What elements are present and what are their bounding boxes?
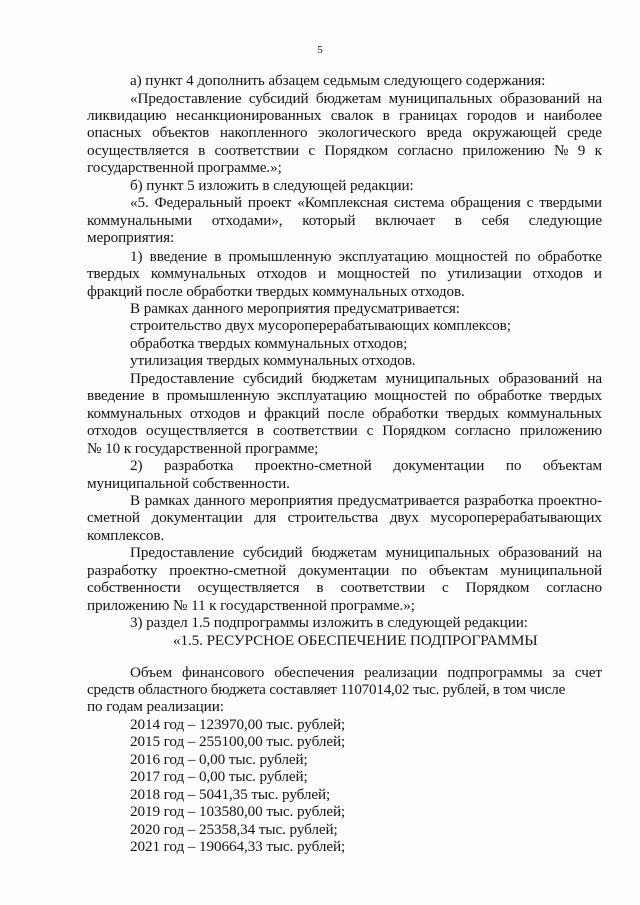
word: «Комплексная — [297, 194, 388, 211]
word: Порядком — [465, 579, 530, 596]
word: согласно — [454, 422, 511, 439]
word: проект — [247, 194, 292, 211]
word: мощностей — [435, 248, 508, 265]
word: коммунальных — [506, 405, 602, 422]
word: собственности — [87, 579, 181, 596]
page-number: 5 — [317, 44, 323, 56]
word: введение — [87, 387, 145, 404]
text-line: муниципальной собственности. — [87, 475, 290, 492]
text-line — [130, 492, 602, 509]
year-line: 2021 год – 190664,33 тыс. рублей; — [130, 838, 346, 855]
word: в — [256, 422, 264, 439]
word: объектов — [152, 124, 210, 141]
word: муниципальных — [388, 90, 493, 107]
word: утилизации — [447, 265, 522, 282]
word: и — [526, 107, 535, 124]
text-line — [87, 422, 602, 439]
word: включает — [375, 212, 436, 229]
text-line — [87, 387, 602, 404]
word: муниципальных — [385, 544, 490, 561]
word: разработку — [87, 562, 158, 579]
word: соответствии — [340, 579, 426, 596]
word: бюджетам — [311, 544, 377, 561]
word: обеспечения — [274, 664, 355, 681]
word: к — [594, 142, 602, 159]
word: отходов — [532, 265, 583, 282]
text-line — [130, 194, 602, 211]
word: бюджетам — [315, 90, 382, 107]
text-line — [130, 457, 602, 474]
word: данного — [194, 492, 246, 509]
word: в — [152, 387, 160, 404]
word: 1) — [130, 248, 143, 265]
word: Предоставление — [130, 544, 234, 561]
word: согласно — [397, 142, 454, 159]
word: после — [327, 405, 365, 422]
year-line: 2018 год – 5041,35 тыс. рублей; — [130, 786, 331, 803]
text-line: приложению № 11 к государственной программе.»; — [87, 597, 415, 614]
text-line: 3) раздел 1.5 подпрограммы изложить в следующей редакции: — [130, 614, 528, 631]
word: Порядком — [382, 422, 446, 439]
text-line — [87, 107, 602, 124]
text-line: б) пункт 5 изложить в следующей редакции: — [130, 177, 414, 194]
word: на — [587, 544, 602, 561]
text-line — [87, 405, 602, 422]
word: «Предоставление — [130, 90, 242, 107]
word: вреда — [426, 124, 462, 141]
word: коммунальных — [87, 405, 182, 422]
word: эксплуатацию — [338, 248, 429, 265]
word: с — [526, 194, 534, 211]
word: реализации — [364, 664, 438, 681]
word: строительства — [287, 509, 379, 526]
text-line — [87, 265, 602, 282]
word: несанкционированных — [175, 107, 322, 124]
word: приложению — [519, 422, 602, 439]
word: № — [554, 142, 569, 159]
word: разработка — [464, 492, 534, 509]
word: промышленную — [228, 248, 332, 265]
word: В — [130, 492, 141, 509]
word: с — [308, 142, 316, 159]
text-line: строительство двух мусороперерабатывающих комплексов; — [130, 317, 511, 334]
word: экологического — [318, 124, 416, 141]
word: фракций — [264, 405, 320, 422]
word: и — [248, 405, 257, 422]
year-line: 2014 год – 123970,00 тыс. рублей; — [130, 716, 346, 733]
year-line: 2019 год – 103580,00 тыс. рублей; — [130, 803, 346, 820]
word: окружающей — [472, 124, 557, 141]
word: обработке — [477, 387, 542, 404]
year-line: 2016 год – 0,00 тыс. рублей; — [130, 751, 308, 768]
word: с — [366, 422, 374, 439]
word: обработки — [372, 405, 439, 422]
word: осуществляется — [87, 142, 189, 159]
year-line: 2015 год – 255100,00 тыс. рублей; — [130, 733, 346, 750]
word: система — [393, 194, 445, 211]
word: который — [302, 212, 356, 229]
word: отходов — [256, 265, 307, 282]
word: мероприятия — [249, 492, 333, 509]
word: следующие — [528, 212, 602, 229]
word: рамках — [144, 492, 190, 509]
word: мощностей — [337, 265, 410, 282]
section-heading: «1.5. РЕСУРСНОЕ ОБЕСПЕЧЕНИЕ ПОДПРОГРАММЫ — [173, 632, 538, 649]
word: отходами», — [211, 212, 283, 229]
word: осуществляется — [197, 579, 300, 596]
word: на — [587, 370, 602, 387]
word: свалок — [330, 107, 374, 124]
word: в — [198, 142, 206, 159]
text-line: по годам реализации: — [87, 698, 224, 715]
text-line: а) пункт 4 дополнить абзацем седьмым следующего содержания: — [130, 72, 546, 89]
word: коммунальными — [87, 212, 193, 229]
word: мусороперерабатывающих — [430, 509, 602, 526]
word: объектам — [542, 457, 602, 474]
word: твердых — [549, 387, 602, 404]
text-line: обработка твердых коммунальных отходов; — [130, 335, 408, 352]
word: на — [587, 90, 602, 107]
word: в — [214, 248, 222, 265]
word: городов — [466, 107, 517, 124]
word: проектно- — [537, 492, 602, 509]
word: твердых — [446, 405, 499, 422]
text-line — [87, 142, 602, 159]
word: образований — [499, 90, 580, 107]
text-line: В рамках данного мероприятия предусматривается: — [130, 300, 460, 317]
text-line: утилизация твердых коммунальных отходов. — [130, 352, 416, 369]
word: и — [593, 265, 602, 282]
word: образований — [498, 370, 579, 387]
word: 9 — [577, 142, 586, 159]
text-line — [130, 370, 602, 387]
text-line — [130, 90, 602, 107]
word: документации — [393, 457, 485, 474]
word: субсидий — [242, 544, 303, 561]
word: обращения — [450, 194, 521, 211]
word: границах — [399, 107, 458, 124]
text-line: комплексов. — [87, 527, 165, 544]
text-line — [130, 664, 602, 681]
word: отходов — [190, 405, 241, 422]
word: двух — [389, 509, 419, 526]
word: в — [382, 107, 390, 124]
word: образований — [498, 544, 579, 561]
word: по — [401, 562, 417, 579]
word: ликвидацию — [87, 107, 167, 124]
word: проектно-сметной — [254, 457, 372, 474]
word: с — [442, 579, 449, 596]
word: введение — [149, 248, 208, 265]
word: твердыми — [539, 194, 602, 211]
word: в — [316, 579, 324, 596]
word: бюджетам — [311, 370, 377, 387]
word: субсидий — [242, 370, 303, 387]
word: эксплуатацию — [277, 387, 367, 404]
text-line: мероприятия: — [87, 229, 175, 246]
text-line: фракций после обработки твердых коммунальных отходов. — [87, 283, 465, 300]
year-line: 2020 год – 25358,34 тыс. рублей; — [130, 821, 338, 838]
word: разработка — [163, 457, 234, 474]
word: объектам — [429, 562, 489, 579]
word: мощностей — [374, 387, 447, 404]
word: опасных — [87, 124, 142, 141]
word: накопленного — [219, 124, 308, 141]
word: проектно-сметной — [169, 562, 287, 579]
word: промышленную — [166, 387, 270, 404]
word: по — [420, 265, 437, 282]
word: коммунальных — [150, 265, 246, 282]
word: приложению — [462, 142, 545, 159]
word: наиболее — [543, 107, 602, 124]
text-line — [87, 562, 602, 579]
word: документации — [298, 562, 390, 579]
text-line — [130, 248, 602, 265]
word: предусматривается — [337, 492, 460, 509]
word: осуществляется — [146, 422, 248, 439]
word: 2) — [130, 457, 143, 474]
word: Федеральный — [154, 194, 242, 211]
text-line: № 10 к государственной программе; — [87, 440, 319, 457]
word: по — [454, 387, 470, 404]
word: согласно — [546, 579, 602, 596]
word: по — [514, 248, 531, 265]
word: и — [318, 265, 327, 282]
word: сметной — [87, 509, 140, 526]
word: за — [552, 664, 565, 681]
word: муниципальных — [385, 370, 490, 387]
text-line: средств областного бюджета составляет 1107014,02 тыс. рублей, в том числе — [87, 681, 566, 698]
word: финансового — [181, 664, 265, 681]
word: Объем — [130, 664, 173, 681]
word: документации — [151, 509, 243, 526]
word: счет — [574, 664, 602, 681]
word: в — [454, 212, 462, 229]
word: соответствии — [214, 142, 300, 159]
word: Предоставление — [130, 370, 234, 387]
word: «5. — [130, 194, 149, 211]
word: отходов — [87, 422, 137, 439]
word: для — [254, 509, 277, 526]
text-line — [87, 509, 602, 526]
word: обработке — [537, 248, 602, 265]
year-line: 2017 год – 0,00 тыс. рублей; — [130, 768, 308, 785]
word: себя — [481, 212, 510, 229]
text-line — [87, 212, 602, 229]
text-line — [130, 544, 602, 561]
word: по — [505, 457, 522, 474]
text-line — [87, 124, 602, 141]
word: твердых — [87, 265, 140, 282]
text-line: государственной программе.»; — [87, 159, 282, 176]
text-line — [87, 579, 602, 596]
word: муниципальной — [500, 562, 602, 579]
word: субсидий — [248, 90, 309, 107]
word: подпрограммы — [447, 664, 543, 681]
word: Порядком — [324, 142, 388, 159]
word: среде — [567, 124, 602, 141]
word: соответствии — [272, 422, 358, 439]
